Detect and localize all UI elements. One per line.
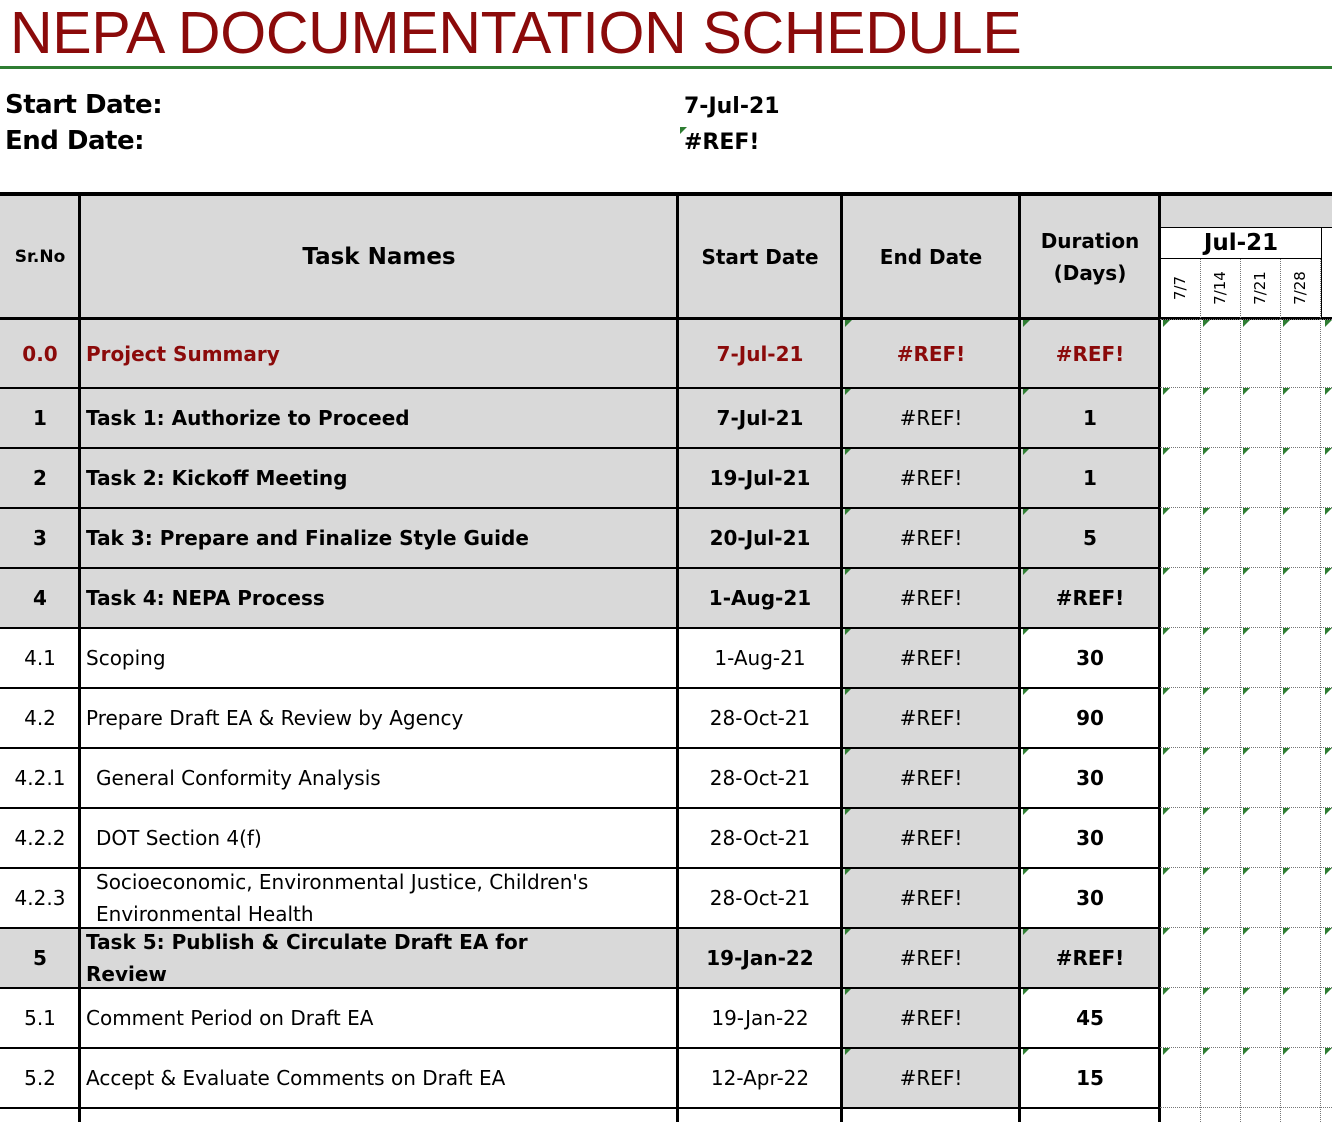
gantt-week-label: 7/21 <box>1251 271 1269 305</box>
header-duration <box>1020 196 1160 318</box>
error-indicator-icon <box>1163 320 1170 327</box>
row-srno: 4 <box>0 568 80 628</box>
error-indicator-icon <box>1243 320 1250 327</box>
gantt-row <box>1160 688 1332 748</box>
gantt-row <box>1160 448 1332 508</box>
row-duration[interactable]: 30 <box>1020 808 1160 868</box>
error-indicator-icon <box>1325 868 1332 875</box>
error-indicator-icon <box>1243 508 1250 515</box>
error-indicator-icon <box>1283 688 1290 695</box>
error-indicator-icon <box>1203 508 1210 515</box>
start-date-value[interactable]: 7-Jul-21 <box>684 94 780 119</box>
gantt-row <box>1160 988 1332 1048</box>
error-indicator-icon <box>1203 388 1210 395</box>
row-start-date[interactable]: 7-Jul-21 <box>678 320 842 388</box>
error-indicator-icon <box>1325 748 1332 755</box>
error-indicator-icon <box>1023 748 1030 755</box>
gantt-week-gridline <box>1320 259 1322 1122</box>
gantt-row <box>1160 628 1332 688</box>
error-indicator-icon <box>1203 688 1210 695</box>
error-indicator-icon <box>1023 388 1030 395</box>
error-indicator-icon <box>1325 808 1332 815</box>
error-indicator-icon <box>1163 568 1170 575</box>
error-indicator-icon <box>1163 808 1170 815</box>
row-divider <box>0 987 1160 989</box>
error-indicator-icon <box>1325 320 1332 327</box>
error-indicator-icon <box>845 568 852 575</box>
row-duration[interactable]: #REF! <box>1020 928 1160 988</box>
row-start-date[interactable]: 20-Jul-21 <box>678 508 842 568</box>
error-indicator-icon <box>1203 928 1210 935</box>
gantt-row-gridline <box>1160 927 1332 928</box>
row-task-name[interactable]: Accept & Evaluate Comments on Draft EA <box>80 1048 678 1108</box>
gantt-row <box>1160 928 1332 988</box>
gantt-row-gridline <box>1160 747 1332 748</box>
error-indicator-icon <box>1283 868 1290 875</box>
error-indicator-icon <box>1023 508 1030 515</box>
row-task-name[interactable]: Comment Period on Draft EA <box>80 988 678 1048</box>
row-duration[interactable]: 15 <box>1020 1048 1160 1108</box>
error-indicator-icon <box>1023 448 1030 455</box>
row-task-name[interactable]: Task 1: Authorize to Proceed <box>80 388 678 448</box>
row-task-name[interactable]: Socioeconomic, Environmental Justice, Children's Environmental Health <box>80 868 678 928</box>
error-indicator-icon <box>1283 748 1290 755</box>
error-indicator-icon <box>1023 928 1030 935</box>
row-start-date[interactable]: 19-Jan-22 <box>678 988 842 1048</box>
error-indicator-icon <box>1163 868 1170 875</box>
row-start-date[interactable]: 12-Apr-22 <box>678 1048 842 1108</box>
error-indicator-icon <box>845 808 852 815</box>
error-indicator-icon <box>1243 388 1250 395</box>
row-start-date[interactable]: 28-Oct-21 <box>678 808 842 868</box>
error-indicator-icon <box>845 688 852 695</box>
row-start-date[interactable]: 28-Oct-21 <box>678 688 842 748</box>
gantt-week-gridline <box>1240 259 1242 1122</box>
error-indicator-icon <box>1325 1048 1332 1055</box>
row-srno: 5.1 <box>0 988 80 1048</box>
header-duration-line2: (Days) <box>1053 261 1127 285</box>
gantt-week-gridline <box>1200 259 1202 1122</box>
row-task-name[interactable]: DOT Section 4(f) <box>80 808 678 868</box>
gantt-row <box>1160 1048 1332 1108</box>
row-duration[interactable]: 30 <box>1020 628 1160 688</box>
error-indicator-icon <box>1203 868 1210 875</box>
gantt-row <box>1160 388 1332 448</box>
gantt-row-gridline <box>1160 867 1332 868</box>
gantt-row-gridline <box>1160 1047 1332 1048</box>
row-divider <box>0 807 1160 809</box>
header-start-date: Start Date <box>678 196 842 318</box>
gantt-row-gridline <box>1160 387 1332 388</box>
error-indicator-icon <box>1163 928 1170 935</box>
error-indicator-icon <box>845 628 852 635</box>
row-end-date: #REF! <box>842 688 1020 748</box>
row-end-date: #REF! <box>842 1048 1020 1108</box>
row-task-name[interactable]: Scoping <box>80 628 678 688</box>
row-end-date: #REF! <box>842 388 1020 448</box>
row-srno: 4.1 <box>0 628 80 688</box>
row-end-date: #REF! <box>842 928 1020 988</box>
error-indicator-icon <box>1325 988 1332 995</box>
error-indicator-icon <box>1283 448 1290 455</box>
error-indicator-icon <box>1023 1048 1030 1055</box>
error-indicator-icon <box>1023 688 1030 695</box>
row-divider <box>0 1047 1160 1049</box>
error-indicator-icon <box>1243 928 1250 935</box>
error-indicator-icon <box>1163 748 1170 755</box>
error-indicator-icon <box>1283 508 1290 515</box>
gantt-row-gridline <box>1160 687 1332 688</box>
error-indicator-icon <box>1163 508 1170 515</box>
row-divider <box>0 567 1160 569</box>
error-indicator-icon <box>1243 688 1250 695</box>
row-start-date[interactable]: 28-Oct-21 <box>678 748 842 808</box>
error-indicator-icon <box>1243 1048 1250 1055</box>
error-indicator-icon <box>1283 568 1290 575</box>
error-indicator-icon <box>1243 568 1250 575</box>
column-divider <box>78 192 81 1122</box>
row-duration[interactable]: 1 <box>1020 448 1160 508</box>
row-end-date: #REF! <box>842 508 1020 568</box>
row-duration[interactable]: #REF! <box>1020 568 1160 628</box>
row-end-date: #REF! <box>842 320 1020 388</box>
error-indicator-icon <box>1325 688 1332 695</box>
error-indicator-icon <box>1243 988 1250 995</box>
row-srno: 4.2.3 <box>0 868 80 928</box>
error-indicator-icon <box>1203 568 1210 575</box>
error-indicator-icon <box>1325 568 1332 575</box>
row-divider <box>0 627 1160 629</box>
row-divider <box>0 927 1160 929</box>
row-start-date[interactable]: 19-Jul-21 <box>678 448 842 508</box>
error-indicator-icon <box>1163 688 1170 695</box>
gantt-row <box>1160 808 1332 868</box>
row-task-name[interactable]: Tak 3: Prepare and Finalize Style Guide <box>80 508 678 568</box>
header-task-names: Task Names <box>80 196 678 318</box>
title-underline <box>0 66 1332 69</box>
row-srno: 3 <box>0 508 80 568</box>
row-srno: 5.2 <box>0 1048 80 1108</box>
gantt-row-gridline <box>1160 1107 1332 1108</box>
error-indicator-icon <box>1023 628 1030 635</box>
gantt-row-gridline <box>1160 807 1332 808</box>
header-duration-line1: Duration <box>1040 229 1140 253</box>
gantt-row <box>1160 868 1332 928</box>
row-task-name[interactable]: Task 5: Publish & Circulate Draft EA for Review <box>80 928 678 988</box>
row-srno: 2 <box>0 448 80 508</box>
row-start-date[interactable]: 19-Jan-22 <box>678 928 842 988</box>
error-indicator-icon <box>1163 448 1170 455</box>
row-divider <box>0 447 1160 449</box>
row-duration[interactable]: 5 <box>1020 508 1160 568</box>
error-indicator-icon <box>1203 628 1210 635</box>
row-duration[interactable]: 45 <box>1020 988 1160 1048</box>
error-indicator-icon <box>845 388 852 395</box>
row-task-name[interactable]: Task 4: NEPA Process <box>80 568 678 628</box>
gantt-header-band <box>1160 196 1332 228</box>
header-divider <box>0 317 1332 320</box>
row-divider <box>0 867 1160 869</box>
row-end-date: #REF! <box>842 988 1020 1048</box>
error-indicator-icon <box>1325 928 1332 935</box>
error-indicator-icon <box>845 508 852 515</box>
error-indicator-icon <box>1243 628 1250 635</box>
error-indicator-icon <box>1203 320 1210 327</box>
error-indicator-icon <box>1163 1048 1170 1055</box>
error-indicator-icon <box>1243 448 1250 455</box>
row-duration[interactable]: 30 <box>1020 748 1160 808</box>
row-start-date[interactable]: 1-Aug-21 <box>678 628 842 688</box>
column-divider <box>676 192 679 1122</box>
row-srno: 4.2 <box>0 688 80 748</box>
gantt-row <box>1160 508 1332 568</box>
gantt-week-gridline <box>1280 259 1282 1122</box>
gantt-row-gridline <box>1160 319 1332 320</box>
row-end-date: #REF! <box>842 628 1020 688</box>
error-indicator-icon <box>1243 748 1250 755</box>
row-start-date[interactable]: 1-Aug-21 <box>678 568 842 628</box>
error-indicator-icon <box>1023 808 1030 815</box>
gantt-row <box>1160 748 1332 808</box>
error-indicator-icon <box>1243 808 1250 815</box>
error-indicator-icon <box>1283 988 1290 995</box>
error-indicator-icon <box>680 127 687 134</box>
row-start-date[interactable]: 7-Jul-21 <box>678 388 842 448</box>
error-indicator-icon <box>1203 988 1210 995</box>
row-srno: 0.0 <box>0 320 80 388</box>
error-indicator-icon <box>1243 868 1250 875</box>
column-divider <box>840 192 843 1122</box>
row-duration[interactable]: 1 <box>1020 388 1160 448</box>
error-indicator-icon <box>1283 388 1290 395</box>
row-divider <box>0 687 1160 689</box>
row-end-date: #REF! <box>842 868 1020 928</box>
error-indicator-icon <box>1023 868 1030 875</box>
error-indicator-icon <box>1163 628 1170 635</box>
row-end-date: #REF! <box>842 748 1020 808</box>
gantt-month-label: Jul-21 <box>1160 228 1322 258</box>
error-indicator-icon <box>845 448 852 455</box>
month-topline <box>1160 227 1332 228</box>
row-task-name[interactable]: Project Summary <box>80 320 678 388</box>
gantt-row-gridline <box>1160 987 1332 988</box>
row-srno: 4.2.1 <box>0 748 80 808</box>
error-indicator-icon <box>1203 748 1210 755</box>
schedule-table <box>0 192 1332 1122</box>
end-date-value[interactable]: #REF! <box>684 130 760 155</box>
gantt-week-label: 7/28 <box>1291 271 1309 305</box>
row-start-date[interactable]: 28-Oct-21 <box>678 868 842 928</box>
error-indicator-icon <box>1325 628 1332 635</box>
row-srno: 4.2.2 <box>0 808 80 868</box>
end-date-label: End Date: <box>5 126 145 156</box>
error-indicator-icon <box>1203 1048 1210 1055</box>
error-indicator-icon <box>845 320 852 327</box>
row-divider <box>0 747 1160 749</box>
gantt-row-gridline <box>1160 507 1332 508</box>
gantt-row-gridline <box>1160 447 1332 448</box>
error-indicator-icon <box>1283 808 1290 815</box>
gantt-week-label: 7/14 <box>1211 271 1229 305</box>
error-indicator-icon <box>1023 988 1030 995</box>
error-indicator-icon <box>1203 448 1210 455</box>
error-indicator-icon <box>845 1048 852 1055</box>
error-indicator-icon <box>1023 568 1030 575</box>
gantt-row <box>1160 568 1332 628</box>
row-end-date: #REF! <box>842 568 1020 628</box>
row-duration[interactable]: #REF! <box>1020 320 1160 388</box>
error-indicator-icon <box>1325 508 1332 515</box>
start-date-label: Start Date: <box>5 90 163 120</box>
row-duration[interactable]: 90 <box>1020 688 1160 748</box>
row-divider <box>0 1107 1160 1109</box>
row-end-date: #REF! <box>842 448 1020 508</box>
error-indicator-icon <box>1283 1048 1290 1055</box>
row-divider <box>0 507 1160 509</box>
row-end-date: #REF! <box>842 808 1020 868</box>
row-task-name[interactable]: Prepare Draft EA & Review by Agency <box>80 688 678 748</box>
error-indicator-icon <box>1283 320 1290 327</box>
row-srno: 1 <box>0 388 80 448</box>
error-indicator-icon <box>1325 388 1332 395</box>
error-indicator-icon <box>1163 988 1170 995</box>
gantt-week-label: 7/7 <box>1171 275 1189 301</box>
row-task-name[interactable]: Task 2: Kickoff Meeting <box>80 448 678 508</box>
header-end-date: End Date <box>842 196 1020 318</box>
error-indicator-icon <box>845 748 852 755</box>
error-indicator-icon <box>1283 628 1290 635</box>
error-indicator-icon <box>1325 448 1332 455</box>
error-indicator-icon <box>845 988 852 995</box>
gantt-row <box>1160 320 1332 388</box>
header-srno: Sr.No <box>0 196 80 318</box>
error-indicator-icon <box>1203 808 1210 815</box>
column-divider <box>1158 192 1161 1122</box>
column-divider <box>1018 192 1021 1122</box>
page-title: NEPA DOCUMENTATION SCHEDULE <box>10 0 1022 66</box>
row-srno: 5 <box>0 928 80 988</box>
row-task-name[interactable]: General Conformity Analysis <box>80 748 678 808</box>
error-indicator-icon <box>1283 928 1290 935</box>
row-divider <box>0 387 1160 389</box>
error-indicator-icon <box>1023 320 1030 327</box>
gantt-row-gridline <box>1160 567 1332 568</box>
error-indicator-icon <box>845 868 852 875</box>
row-duration[interactable]: 30 <box>1020 868 1160 928</box>
error-indicator-icon <box>1163 388 1170 395</box>
error-indicator-icon <box>845 928 852 935</box>
gantt-row-gridline <box>1160 627 1332 628</box>
